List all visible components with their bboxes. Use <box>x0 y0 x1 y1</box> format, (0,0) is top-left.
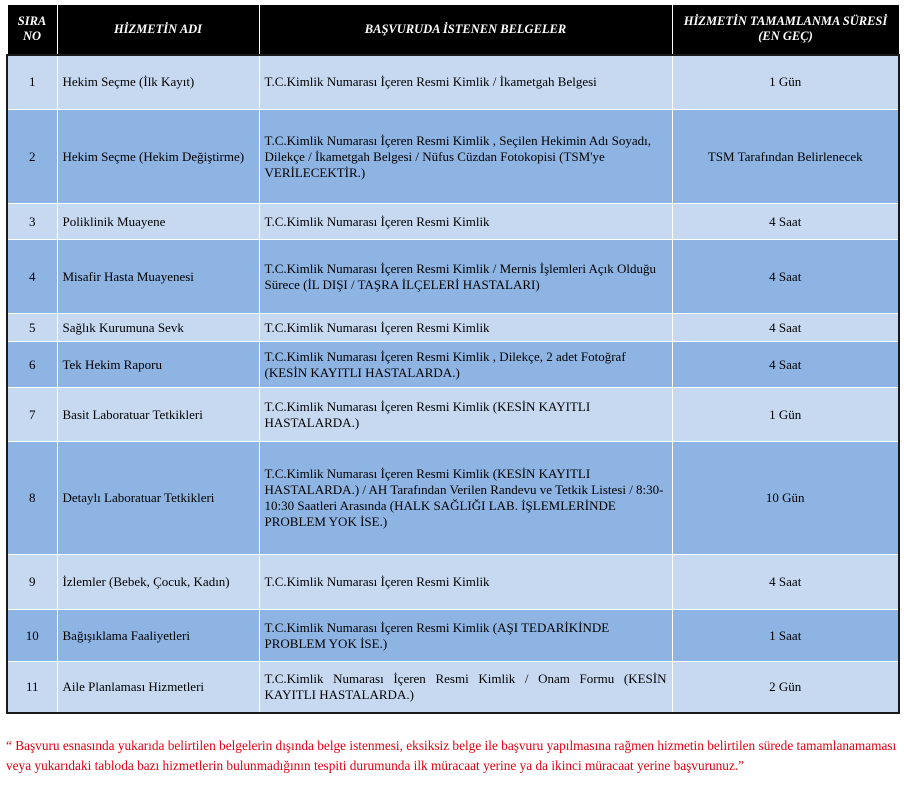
row-service-name: Sağlık Kurumuna Sevk <box>57 314 259 342</box>
row-no: 7 <box>7 388 57 442</box>
table-row <box>7 442 899 555</box>
row-service-name: Detaylı Laboratuar Tetkikleri <box>57 442 259 555</box>
table-row <box>7 110 899 204</box>
row-documents: T.C.Kimlik Numarası İçeren Resmi Kimlik / Mernis İşlemleri Açık Olduğu Sürece (İL DIŞI / TAŞRA İLÇELERİ HASTALARI) <box>259 240 672 314</box>
row-no: 1 <box>7 55 57 110</box>
row-service-name: Misafir Hasta Muayenesi <box>57 240 259 314</box>
row-duration: 10 Gün <box>672 442 899 555</box>
row-documents: T.C.Kimlik Numarası İçeren Resmi Kimlik <box>259 555 672 610</box>
header-duration: HİZMETİN TAMAMLANMA SÜRESİ (EN GEÇ) <box>672 5 899 55</box>
row-documents: T.C.Kimlik Numarası İçeren Resmi Kimlik (KESİN KAYITLI HASTALARDA.) / AH Tarafından Verilen Randevu ve Tetkik Listesi / 8:30-10:30 Saatleri Arasında (HALK SAĞLIĞI LAB. İŞLEMLERİNDE PROBLEM YOK İSE.) <box>259 442 672 555</box>
row-documents: T.C.Kimlik Numarası İçeren Resmi Kimlik / Onam Formu (KESİN KAYITLI HASTALARDA.) <box>259 662 672 713</box>
row-duration: 4 Saat <box>672 342 899 388</box>
row-no: 5 <box>7 314 57 342</box>
row-no: 2 <box>7 110 57 204</box>
row-duration: 4 Saat <box>672 204 899 240</box>
table-row <box>7 388 899 442</box>
row-documents: T.C.Kimlik Numarası İçeren Resmi Kimlik <box>259 314 672 342</box>
row-service-name: Hekim Seçme (Hekim Değiştirme) <box>57 110 259 204</box>
service-standards-table <box>6 4 900 714</box>
table-row <box>7 204 899 240</box>
row-service-name: Aile Planlaması Hizmetleri <box>57 662 259 713</box>
row-no: 11 <box>7 662 57 713</box>
row-service-name: Bağışıklama Faaliyetleri <box>57 610 259 662</box>
table-row <box>7 240 899 314</box>
row-documents: T.C.Kimlik Numarası İçeren Resmi Kimlik (KESİN KAYITLI HASTALARDA.) <box>259 388 672 442</box>
table-row <box>7 314 899 342</box>
row-no: 9 <box>7 555 57 610</box>
row-service-name: Basit Laboratuar Tetkikleri <box>57 388 259 442</box>
row-service-name: Tek Hekim Raporu <box>57 342 259 388</box>
row-no: 10 <box>7 610 57 662</box>
row-documents: T.C.Kimlik Numarası İçeren Resmi Kimlik / İkametgah Belgesi <box>259 55 672 110</box>
row-service-name: İzlemler (Bebek, Çocuk, Kadın) <box>57 555 259 610</box>
footnote-complaint-notice: “ Başvuru esnasında yukarıda belirtilen belgelerin dışında belge istenmesi, eksiksiz belge ile başvuru yapılmasına rağmen hizmetin belirtilen sürede tamamlanamaması veya yukarıdaki tabloda bazı hizmetlerin bulunmadığının tespiti durumunda ilk müracaat yerine ya da ikinci müracaat yerine başvurunuz.” <box>6 738 897 773</box>
row-documents: T.C.Kimlik Numarası İçeren Resmi Kimlik , Seçilen Hekimin Adı Soyadı, Dilekçe / İkametgah Belgesi / Nüfus Cüzdan Fotokopisi (TSM'ye VERİLECEKTİR.) <box>259 110 672 204</box>
header-service-name: HİZMETİN ADI <box>57 5 259 55</box>
row-documents: T.C.Kimlik Numarası İçeren Resmi Kimlik <box>259 204 672 240</box>
row-duration: 1 Saat <box>672 610 899 662</box>
row-service-name: Poliklinik Muayene <box>57 204 259 240</box>
header-no: SIRA NO <box>7 5 57 55</box>
table-header-row <box>7 5 899 55</box>
row-no: 8 <box>7 442 57 555</box>
row-no: 4 <box>7 240 57 314</box>
row-duration: 4 Saat <box>672 240 899 314</box>
row-service-name: Hekim Seçme (İlk Kayıt) <box>57 55 259 110</box>
row-no: 3 <box>7 204 57 240</box>
row-duration: 4 Saat <box>672 314 899 342</box>
table-row <box>7 342 899 388</box>
header-documents: BAŞVURUDA İSTENEN BELGELER <box>259 5 672 55</box>
row-duration: 4 Saat <box>672 555 899 610</box>
row-duration: 1 Gün <box>672 55 899 110</box>
row-documents: T.C.Kimlik Numarası İçeren Resmi Kimlik (AŞI TEDARİKİNDE PROBLEM YOK İSE.) <box>259 610 672 662</box>
row-duration: 2 Gün <box>672 662 899 713</box>
row-no: 6 <box>7 342 57 388</box>
table-row <box>7 610 899 662</box>
row-duration: TSM Tarafından Belirlenecek <box>672 110 899 204</box>
row-documents: T.C.Kimlik Numarası İçeren Resmi Kimlik , Dilekçe, 2 adet Fotoğraf (KESİN KAYITLI HASTALARDA.) <box>259 342 672 388</box>
table-row <box>7 55 899 110</box>
row-duration: 1 Gün <box>672 388 899 442</box>
table-row <box>7 555 899 610</box>
table-row <box>7 662 899 713</box>
